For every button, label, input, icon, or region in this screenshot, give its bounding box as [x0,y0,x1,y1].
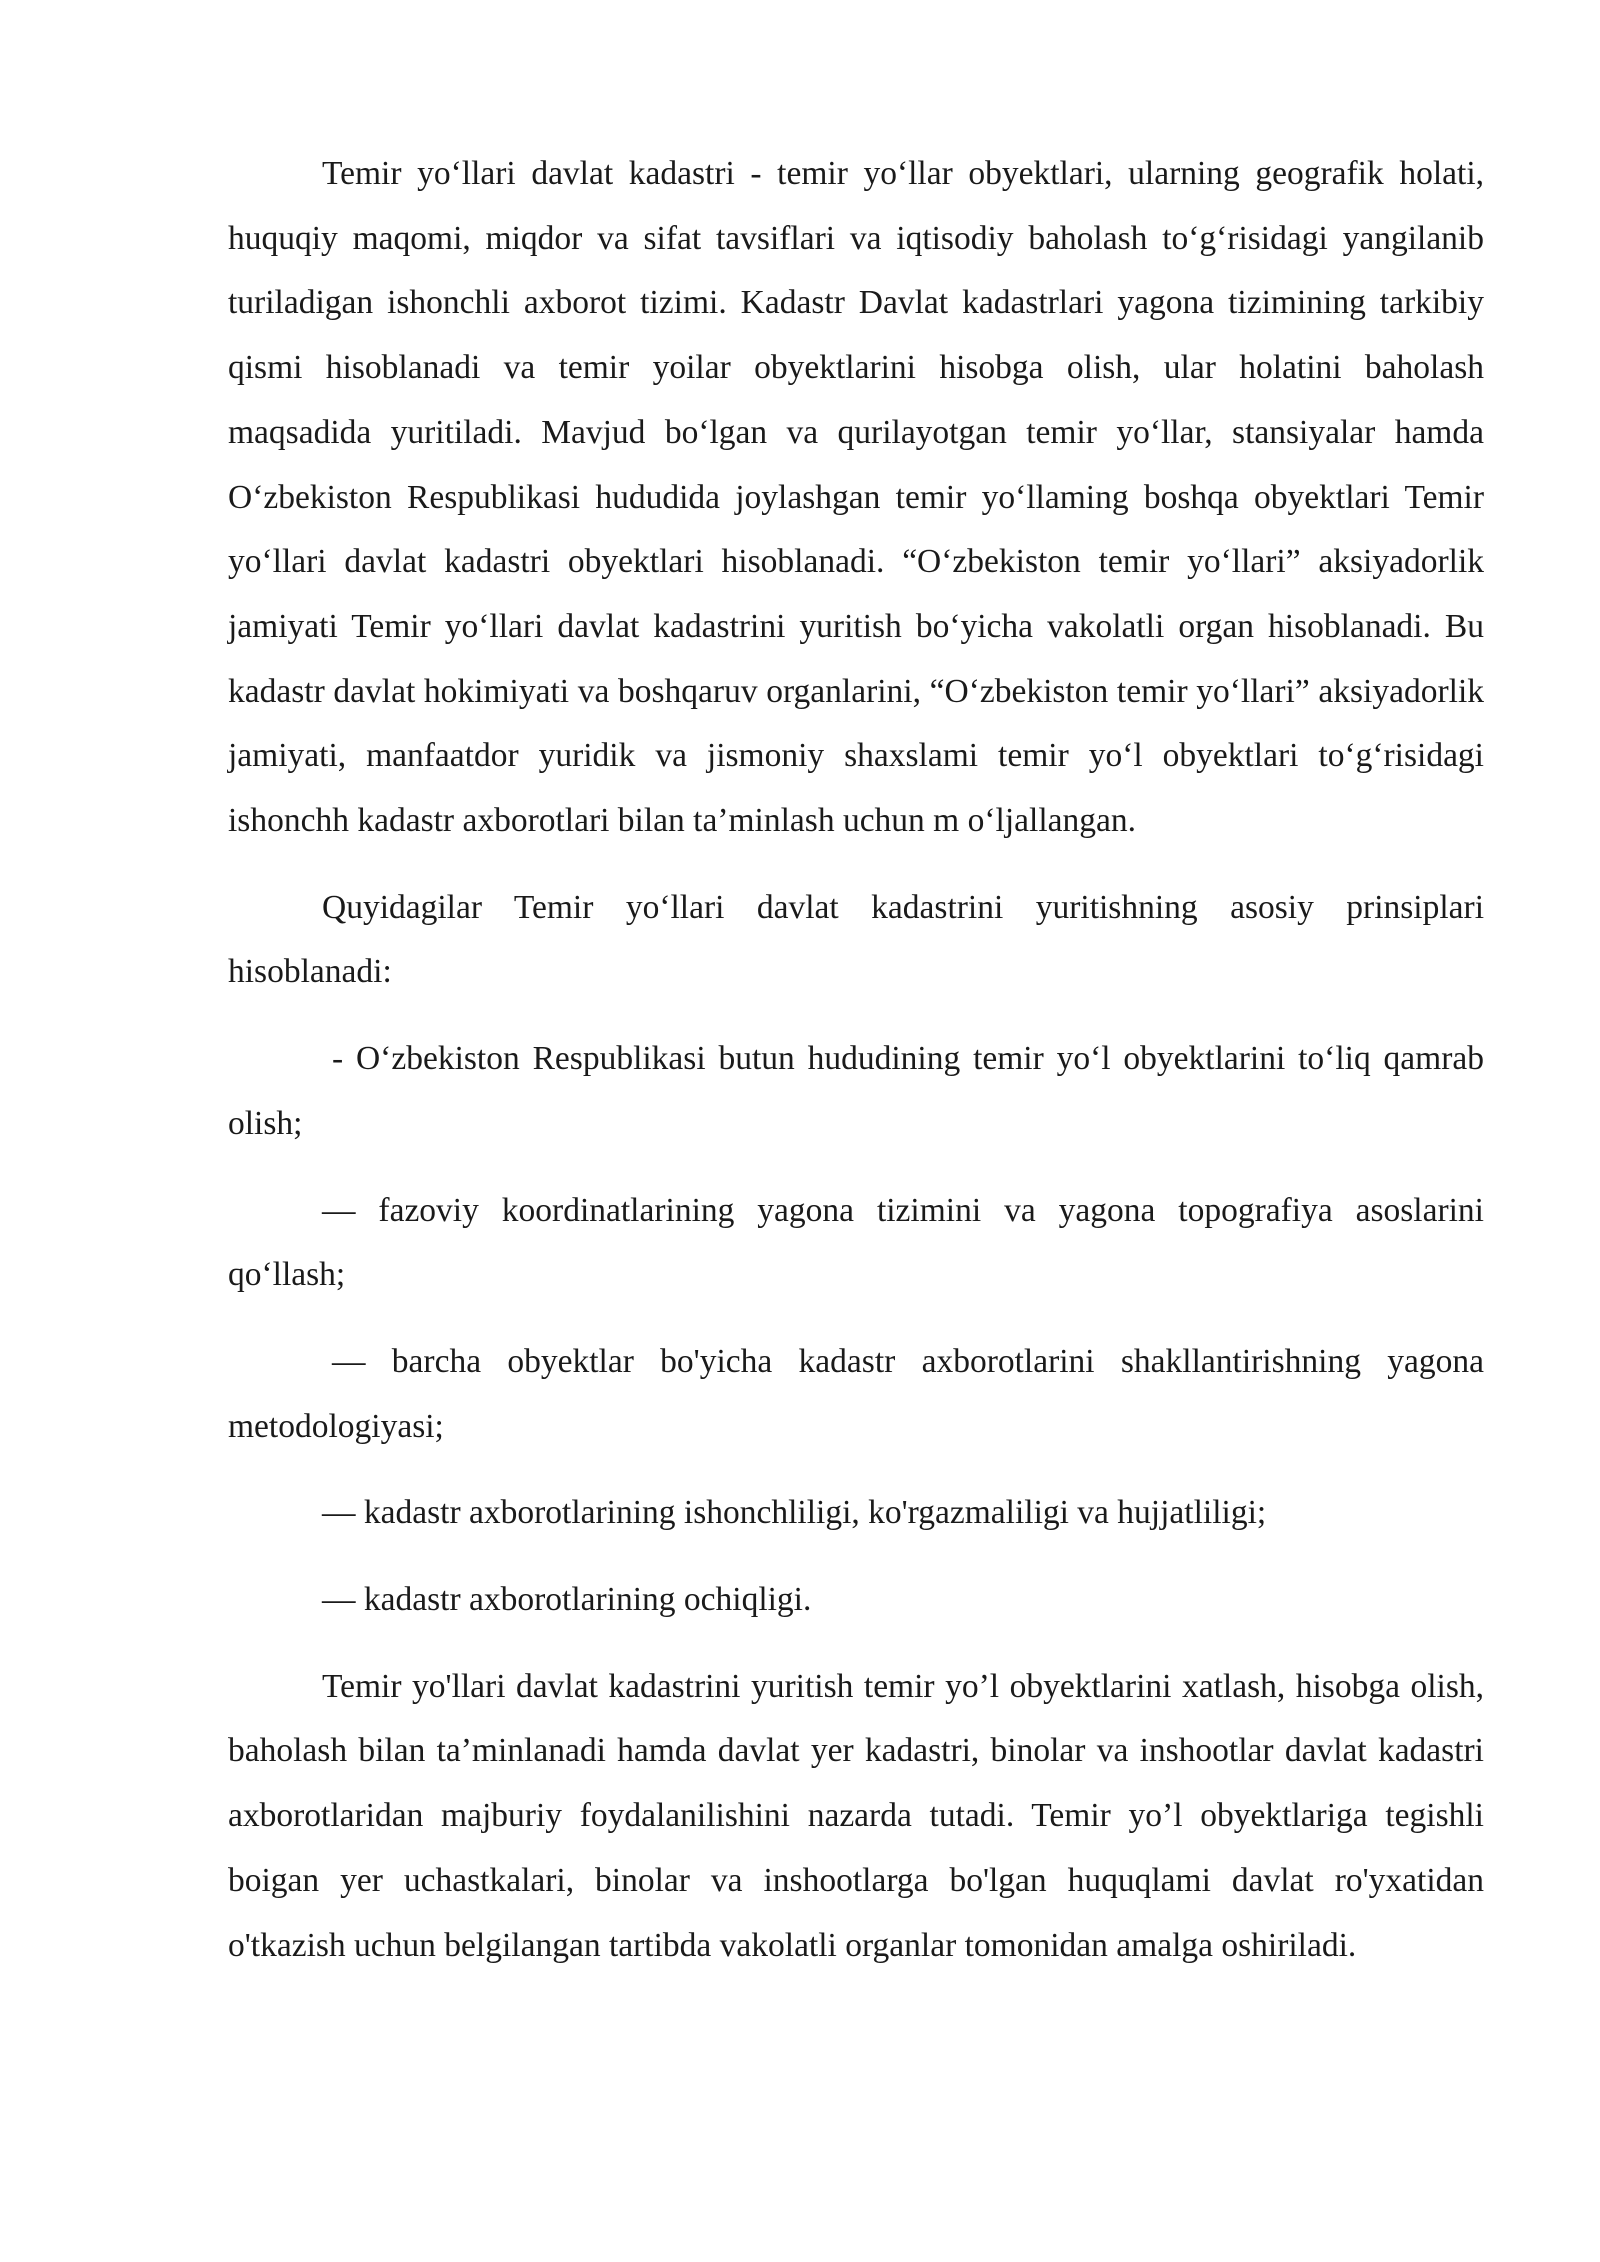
list-item: — kadastr axborotlarining ishonchliligi, ko'rgazmaliligi va hujjatliligi; [322,1494,1267,1532]
list-item: — fazoviy koordinatlarining yagona tizimini va yagona topografiya asoslarini qo‘llash; [228,1191,1484,1294]
document-page [228,142,1484,1978]
paragraph-closing: Temir yo'llari davlat kadastrini yuritish temir yo’l obyektlarini xatlash, hisobga olish, baholash bilan ta’minlanadi hamda davlat yer kadastri, binolar va inshootlar davlat kadastri axborotlaridan majburiy foydalanilishini nazarda tutadi. Temir yo’l obyektlariga tegishli boigan yer uchastkalari, binolar va inshootlarga bo'lgan huquqlami davlat ro'yxatidan o'tkazish uchun belgilangan tartibda vakolatli organlar tomonidan amalga oshiriladi. [228,1667,1484,1964]
list-item: — kadastr axborotlarining ochiqligi. [322,1581,812,1619]
paragraph-intro: Temir yo‘llari davlat kadastri - temir yo‘llar obyektlari, ularning geografik holati, huquqiy maqomi, miqdor va sifat tavsiflari va iqtisodiy baholash to‘g‘risidagi yangilanib turiladigan ishonchli axborot tizimi. Kadastr Davlat kadastrlari yagona tizimining tarkibiy qismi hisoblanadi va temir yoilar obyektlarini hisobga olish, ular holatini baholash maqsadida yuritiladi. Mavjud bo‘lgan va qurilayotgan temir yo‘llar, stansiyalar hamda O‘zbekiston Respublikasi hududida joylashgan temir yo‘llaming boshqa obyektlari Temir yo‘llari davlat kadastri obyektlari hisoblanadi. “O‘zbekiston temir yo‘llari” aksiyadorlik jamiyati Temir yo‘llari davlat kadastrini yuritish bo‘yicha vakolatli organ hisoblanadi. Bu kadastr davlat hokimiyati va boshqaruv organlarini, “O‘zbekiston temir yo‘llari” aksiyadorlik jamiyati, manfaatdor yuridik va jismoniy shaxslami temir yo‘l obyektlari to‘g‘risidagi ishonchh kadastr axborotlari bilan ta’minlash uchun m o‘ljallangan. [228,155,1484,840]
paragraph-principles-heading: Quyidagilar Temir yo‘llari davlat kadastrini yuritishning asosiy prinsiplari hisoblanadi: [228,888,1484,991]
list-item: - O‘zbekiston Respublikasi butun hududining temir yo‘l obyektlarini to‘liq qamrab olish; [228,1040,1484,1142]
list-item: — barcha obyektlar bo'yicha kadastr axborotlarini shakllantirishning yagona metodologiyasi; [228,1342,1484,1445]
